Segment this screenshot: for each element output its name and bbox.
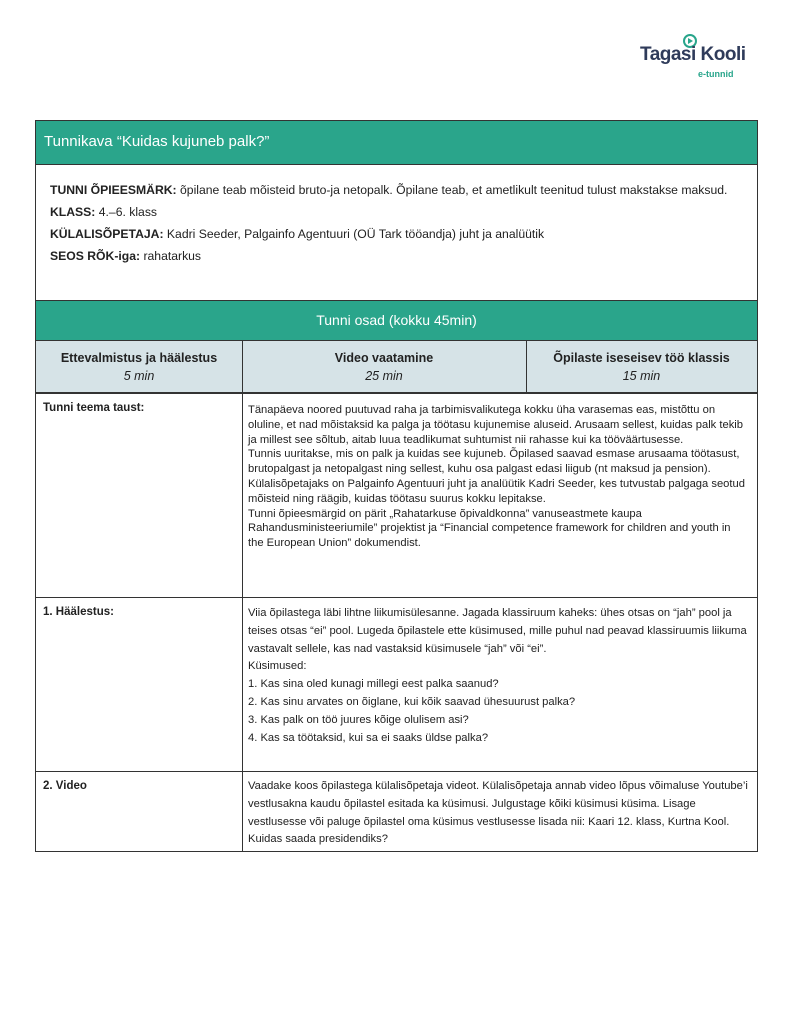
logo-subtitle: e-tunnid bbox=[698, 69, 734, 79]
goal-line bbox=[50, 179, 740, 201]
class-label: KLASS: bbox=[50, 205, 96, 219]
row-label: 1. Häälestus: bbox=[43, 606, 114, 618]
paragraph: Külalisõpetajaks on Palgainfo Agentuuri juht ja analüütik Kadri Seeder, kes tutvustab palgaga seotud mõisteid ning räägib, kuidas töötasu suurus kokku lepitakse. bbox=[248, 477, 745, 505]
table-row-video bbox=[36, 772, 757, 852]
list-item: 2. Kas sinu arvates on õiglane, kui kõik saavad ühesuurust palka? bbox=[248, 695, 576, 708]
phase-title: Video vaatamine bbox=[334, 351, 434, 365]
phase-row bbox=[36, 341, 757, 394]
guest-text: Kadri Seeder, Palgainfo Agentuuri (OÜ Tark tööandja) juht ja analüütik bbox=[163, 227, 545, 241]
row-label: 2. Video bbox=[43, 780, 87, 792]
column-divider bbox=[242, 394, 243, 852]
divider bbox=[526, 341, 527, 394]
phase-preparation bbox=[36, 341, 242, 392]
row-label: Tunni teema taust: bbox=[43, 402, 145, 414]
guest-label: KÜLALISÕPETAJA: bbox=[50, 227, 164, 241]
row-text bbox=[248, 605, 748, 747]
phase-duration: 15 min bbox=[622, 369, 661, 383]
rok-line bbox=[50, 245, 740, 267]
paragraph: Tunni õpieesmärgid on pärit „Rahatarkuse õpivaldkonna” vanuseastmete kaupa Rahandusministeeriumile” projektist ja “Financial competence framework for children and youth in the European Union” dokumendist. bbox=[248, 507, 731, 550]
table-row-background bbox=[36, 394, 757, 598]
sections-total: (kokku 45min) bbox=[384, 312, 477, 328]
list-item: 4. Kas sa töötaksid, kui sa ei saaks üldse palka? bbox=[248, 731, 489, 744]
class-line bbox=[50, 201, 740, 223]
phase-title: Ettevalmistus ja häälestus bbox=[60, 351, 218, 365]
title-bar bbox=[36, 121, 757, 165]
sections-header bbox=[36, 300, 757, 341]
rok-label: SEOS RÕK-iga: bbox=[50, 249, 141, 263]
sections-title: Tunni osad bbox=[316, 312, 385, 328]
paragraph: Tänapäeva noored puutuvad raha ja tarbimisvalikutega kokku üha varasemas eas, mistõttu on oluline, et nad mõistaksid ka palga ja töötasu kujunemise aluseid. Arusaam sellest, kuidas palk tekib ja millest see sõltub, aitab luua teadlikumat suhtumist nii rahasse kui ka tööväärtusesse. bbox=[248, 404, 744, 446]
table-row-warmup bbox=[36, 598, 757, 772]
paragraph: Viia õpilastega läbi lihtne liikumisülesanne. Jagada klassiruum kaheks: ühes otsas on “jah” pool ja teises otsas “ei” pool. Lugeda õpilastele ette küsimused, mille puhul nad peavad klassiruumis liikuma vastavalt sellele, kas nad vastaksid küsimusele “jah” või “ei”. bbox=[248, 607, 747, 655]
phase-duration: 5 min bbox=[123, 369, 155, 383]
phase-title: Õpilaste iseseisev töö klassis bbox=[553, 351, 730, 365]
class-text: 4.–6. klass bbox=[95, 205, 158, 219]
list-item: 3. Kas palk on töö juures kõige olulisem asi? bbox=[248, 713, 469, 726]
paragraph: Tunnis uuritakse, mis on palk ja kuidas see kujuneb. Õpilased saavad esmase arusaama töötasust, brutopalgast ja netopalgast ning sellest, kuhu osa palgast edasi liigub (nt maksud ja pension). bbox=[248, 448, 740, 476]
lesson-plan-table bbox=[35, 120, 758, 852]
lesson-info bbox=[50, 179, 740, 267]
phase-video bbox=[242, 341, 526, 392]
goal-label: TUNNI ÕPIEESMÄRK: bbox=[50, 183, 177, 197]
logo bbox=[640, 34, 750, 78]
guest-line bbox=[50, 223, 740, 245]
row-text bbox=[248, 403, 748, 551]
page-title: Tunnikava “Kuidas kujuneb palk?” bbox=[44, 133, 270, 150]
list-item: 1. Kas sina oled kunagi millegi eest palka saanud? bbox=[248, 678, 499, 691]
phase-duration: 25 min bbox=[365, 369, 403, 383]
row-text bbox=[248, 778, 748, 849]
logo-name: Tagasi Kooli bbox=[640, 44, 746, 65]
divider bbox=[242, 341, 243, 394]
paragraph: Küsimused: bbox=[248, 660, 307, 673]
rok-text: rahatarkus bbox=[140, 249, 202, 263]
goal-text: õpilane teab mõisteid bruto-ja netopalk. Õpilane teab, et ametlikult teenitud tulust makstakse maksud. bbox=[176, 183, 728, 197]
paragraph: Vaadake koos õpilastega külalisõpetaja videot. Külalisõpetaja annab video lõpus võimaluse Youtube’i vestlusakna kaudu õpilastel esitada ka küsimusi. Julgustage kõiki küsimusi küsima. Lisage vestlusesse või paluge õpilastel oma küsimus vestlusesse lisada nii: Kaari 12. klass, Kurtna Kool. Kuidas saada presidendiks? bbox=[248, 780, 748, 846]
phase-independent-work bbox=[526, 341, 757, 392]
